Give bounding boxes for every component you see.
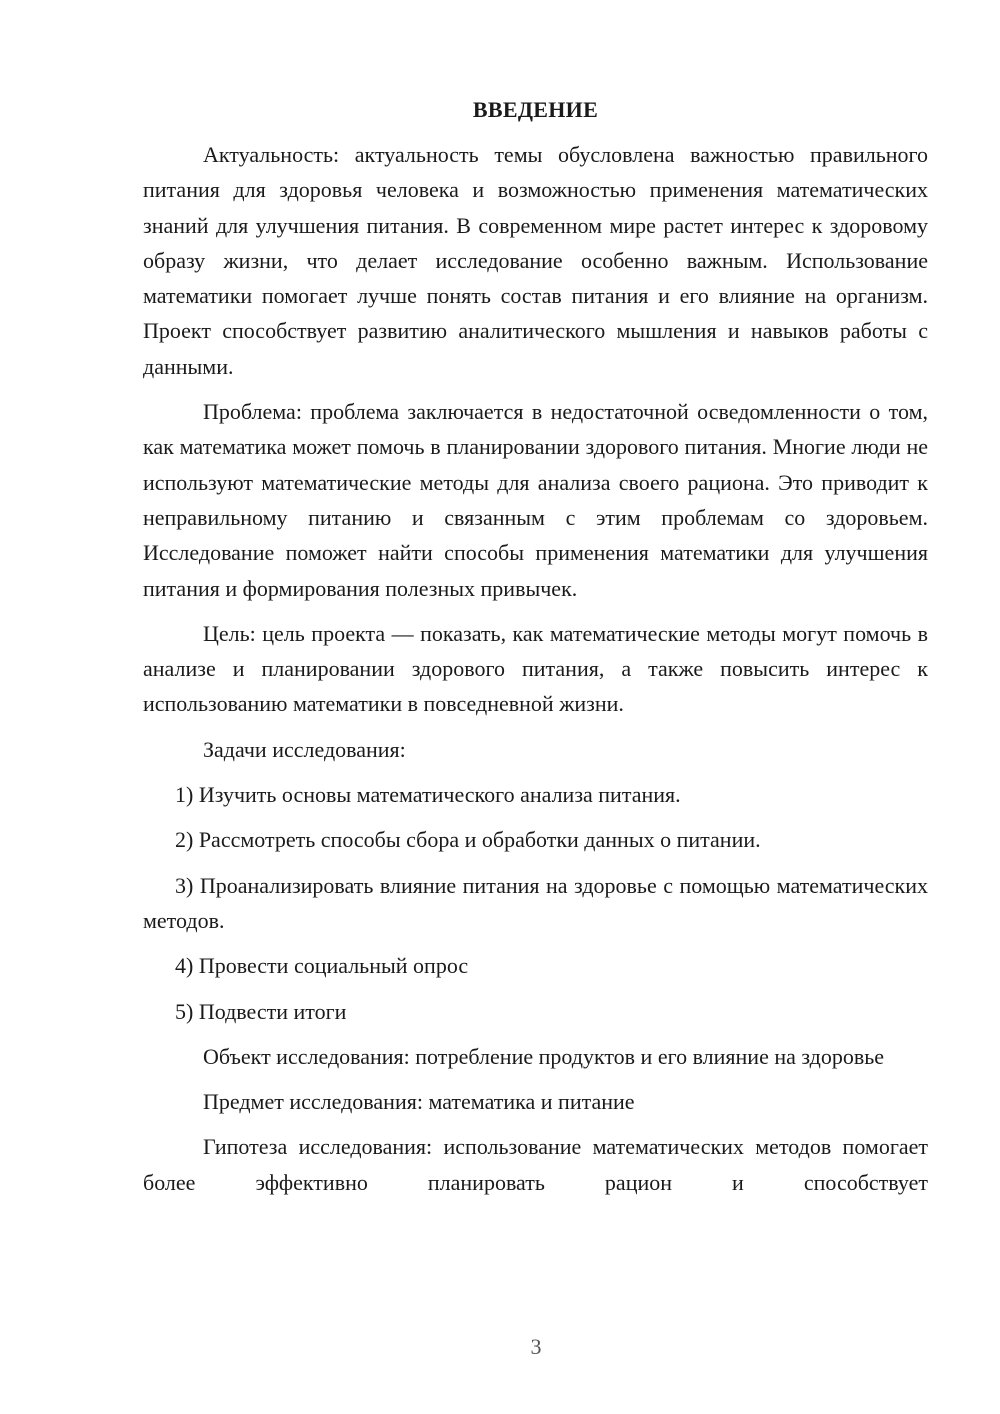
task-item-5: 5) Подвести итоги: [175, 998, 347, 1024]
task-item-2: 2) Рассмотреть способы сбора и обработки данных о питании.: [175, 827, 761, 853]
task-item-4: 4) Провести социальный опрос: [175, 953, 469, 979]
tasks-heading: Задачи исследования:: [203, 736, 406, 762]
page-number: 3: [530, 1334, 542, 1359]
hypothesis-paragraph: Гипотеза исследования: использование математических методов помогает более эффективно планировать рацион и способствует: [143, 1134, 928, 1195]
problem-paragraph: Проблема: проблема заключается в недостаточной осведомленности о том, как математика может помочь в планировании здорового питания. Многие люди не используют математические методы для анализа своего рациона. Это приводит к неправильному питанию и связанным с этим проблемам со здоровьем. Исследование поможет найти способы применения математики для улучшения питания и формирования полезных привычек.: [143, 399, 928, 601]
task-item-1: 1) Изучить основы математического анализа питания.: [175, 782, 681, 808]
task-item-3: 3) Проанализировать влияние питания на здоровье с помощью математических методов.: [143, 872, 928, 933]
subject-paragraph: Предмет исследования: математика и питание: [203, 1089, 635, 1115]
section-heading: ВВЕДЕНИЕ: [472, 97, 599, 122]
relevance-paragraph: Актуальность: актуальность темы обусловлена важностью правильного питания для здоровья человека и возможностью применения математических знаний для улучшения питания. В современном мире растет интерес к здоровому образу жизни, что делает исследование особенно важным. Использование математики помогает лучше понять состав питания и его влияние на организм. Проект способствует развитию аналитического мышления и навыков работы с данными.: [143, 142, 928, 379]
document-page: [143, 92, 928, 1210]
goal-paragraph: Цель: цель проекта — показать, как математические методы могут помочь в анализе и планировании здорового питания, а также повысить интерес к использованию математики в повседневной жизни.: [143, 620, 928, 717]
object-paragraph: Объект исследования: потребление продуктов и его влияние на здоровье: [203, 1043, 885, 1069]
